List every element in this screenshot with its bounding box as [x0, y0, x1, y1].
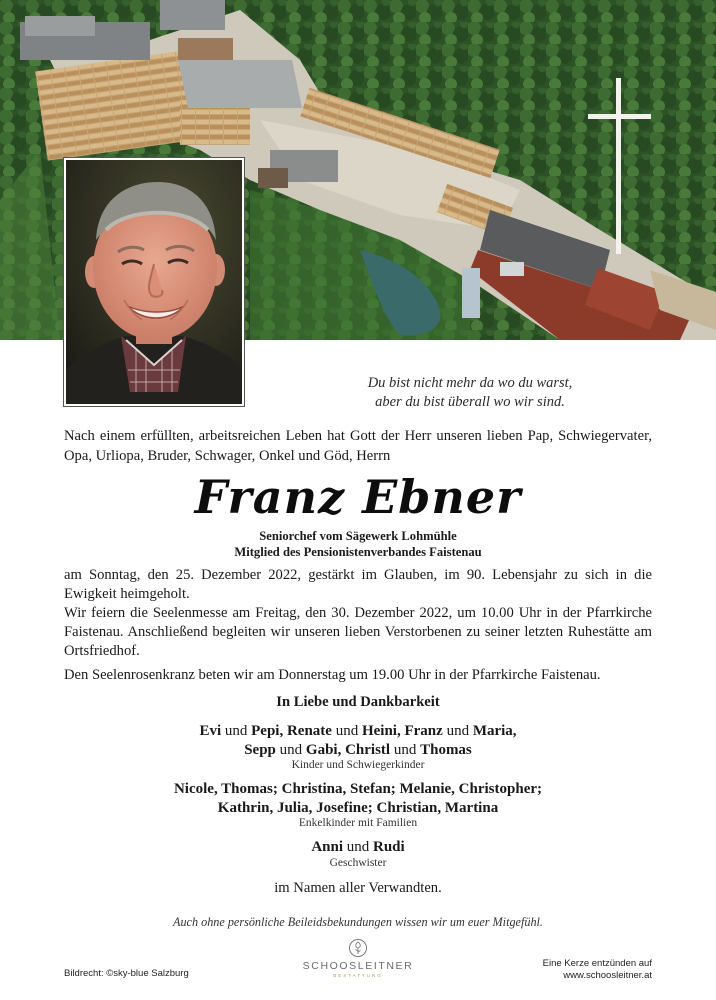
connector: und [335, 723, 359, 739]
funeral-home-logo[interactable] [288, 938, 428, 978]
connector: und [446, 723, 470, 739]
child-name: Maria, [472, 723, 517, 739]
closing-line: im Namen aller Verwandten. [274, 880, 442, 896]
child-name: Evi [199, 723, 222, 739]
children-line-2 [0, 741, 716, 760]
child-name: Gabi, [305, 742, 342, 758]
grandchildren-line-1 [0, 780, 716, 799]
deceased-name: Franz Ebner [194, 470, 522, 524]
connector: und [393, 742, 417, 758]
connector: und [346, 839, 370, 855]
grandchildren-names: Nicole, Thomas; Christina, Stefan; Melanie, Christopher; [173, 781, 543, 797]
candle-text: Eine Kerze entzünden auf [542, 958, 652, 969]
portrait-image [66, 160, 242, 404]
child-name: Sepp [244, 742, 276, 758]
rosary-text: Den Seelenrosenkranz beten wir am Donnerstag um 19.00 Uhr in der Pfarrkirche Faistenau. [64, 667, 601, 683]
sibling-name: Anni [311, 839, 343, 855]
candle-link-block [543, 958, 652, 982]
portrait-photo [64, 158, 244, 406]
rose-emblem-icon [348, 938, 368, 958]
siblings-caption: Geschwister [329, 857, 387, 869]
logo-name: SCHOOSLEITNER [302, 960, 414, 972]
child-name: Thomas [420, 742, 472, 758]
siblings-line [0, 838, 716, 857]
sibling-name: Rudi [373, 839, 405, 855]
deceased-roles [0, 528, 716, 560]
child-name: Heini, [361, 723, 401, 739]
memorial-quote [300, 374, 640, 412]
child-name: Christl [345, 742, 391, 758]
condolence-note: Auch ohne persönliche Beileidsbekundungen wissen wir um euer Mitgefühl. [173, 915, 543, 929]
mourners-heading: In Liebe und Dankbarkeit [276, 694, 440, 710]
connector: und [224, 723, 248, 739]
quote-line-2: aber du bist überall wo wir sind. [375, 394, 565, 410]
grandchildren-names: Kathrin, Julia, Josefine; Christian, Martina [217, 800, 499, 816]
role-line-1: Seniorchef vom Sägewerk Lohmühle [259, 529, 457, 543]
website-link[interactable]: www.schoosleitner.at [563, 970, 652, 981]
child-name: Franz [404, 723, 443, 739]
image-credit: Bildrecht: ©sky-blue Salzburg [64, 968, 189, 979]
intro-text: Nach einem erfüllten, arbeitsreichen Leben hat Gott der Herr unseren lieben Pap, Schwiegervater, Opa, Urliopa, Bruder, Schwager, Onkel und Göd, Herrn [64, 428, 652, 464]
logo-subtitle: BESTATTUNG [333, 973, 383, 978]
quote-line-1: Du bist nicht mehr da wo du warst, [367, 375, 573, 391]
connector: und [279, 742, 303, 758]
funeral-mass-text: Wir feiern die Seelenmesse am Freitag, den 30. Dezember 2022, um 10.00 Uhr in der Pfarrkirche Faistenau. Anschließend begleiten wir unseren lieben Verstorbenen zu seiner letzten Ruhestätte am Ortsfriedhof. [64, 605, 652, 659]
grandchildren-caption: Enkelkinder mit Familien [298, 817, 418, 829]
grandchildren-line-2 [0, 799, 716, 818]
child-name: Pepi, [251, 723, 284, 739]
role-line-2: Mitglied des Pensionistenverbandes Faistenau [234, 545, 482, 559]
children-caption: Kinder und Schwiegerkinder [291, 759, 425, 771]
death-notice-text: am Sonntag, den 25. Dezember 2022, gestärkt im Glauben, im 90. Lebensjahr zu sich in die Ewigkeit heimgeholt. [64, 567, 652, 602]
children-line-1 [0, 722, 716, 741]
child-name: Renate [286, 723, 332, 739]
